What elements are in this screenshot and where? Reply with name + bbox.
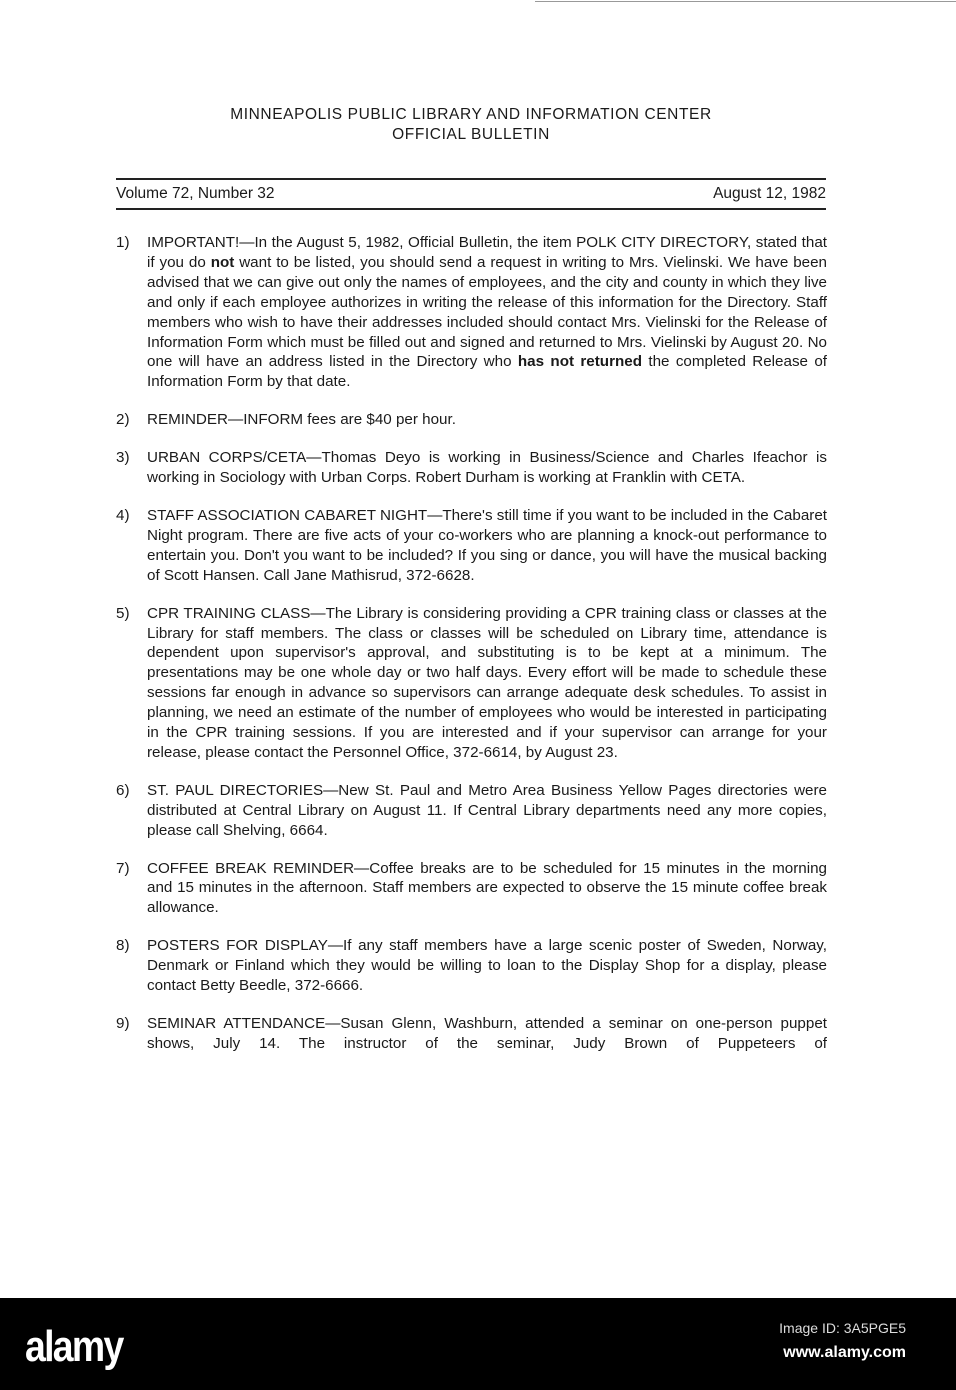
item-text: STAFF ASSOCIATION CABARET NIGHT—There's still time if you want to be included in the Cabaret Night program. There are five acts of your co-workers who are planning a knock-out performance to entertain you. Don't you want to be included? If you sing or dance, you will have the musical backing of Scott Hansen. Call Jane Mathisrud, 372-6628. [147,506,827,584]
bulletin-item [116,410,827,430]
bulletin-item [116,859,827,919]
issue-date: August 12, 1982 [713,185,826,202]
bulletin-item [116,1014,827,1054]
alamy-logo: alamy [25,1322,123,1371]
item-number: 5) [116,604,130,622]
item-text: CPR TRAINING CLASS—The Library is considering providing a CPR training class or classes at the Library for staff members. The class or classes will be scheduled on Library time, attendance is dependent upon supervisor's approval, and substituting is to be kept at a minimum. The presentations may be one whole day or two half days. Every effort will be made to schedule these sessions far enough in advance so supervisors can arrange adequate desk schedules. To assist in planning, we need an estimate of the number of employees who would be interested in participating in the CPR training sessions. If you are interested and if your supervisor can arrange for your release, please contact the Personnel Office, 372-6614, by August 23. [147,604,827,761]
bulletin-item [116,604,827,763]
item-number: 4) [116,506,130,524]
watermark-url: www.alamy.com [783,1344,906,1361]
watermark-bar [0,1298,956,1390]
volume-number: Volume 72, Number 32 [116,185,275,202]
text-segment: IMPORTANT!—In the August 5, 1982, Official Bulletin, the item POLK CITY DIRECTORY, stated that if you do [147,234,827,271]
bold-segment: has not returned [517,353,642,371]
scan-edge-line [535,1,956,2]
bulletin-items [116,233,827,1072]
bulletin-item [116,506,827,586]
item-text [147,233,827,392]
item-text: URBAN CORPS/CETA—Thomas Deyo is working in Business/Science and Charles Ifeachor is working in Sociology with Urban Corps. Robert Durham is working at Franklin with CETA. [147,449,827,487]
text-segment: the completed Release of Information Form by that date. [147,353,828,391]
item-number: 7) [116,859,130,877]
item-number: 8) [116,937,130,955]
item-number: 1) [116,234,130,251]
bold-segment: not [210,253,235,271]
item-text: POSTERS FOR DISPLAY—If any staff members have a large scenic poster of Sweden, Norway, Denmark or Finland which they would be willing to loan to the Display Shop for a display, please contact Betty Beedle, 372-6666. [147,937,827,995]
bulletin-item [116,448,827,488]
image-id: Image ID: 3A5PGE5 [779,1320,906,1336]
bulletin-item [116,781,827,841]
item-text: REMINDER—INFORM fees are $40 per hour. [147,411,456,429]
divider [116,178,826,180]
bulletin-title: OFFICIAL BULLETIN [392,126,550,143]
item-number: 2) [116,411,130,429]
item-number: 6) [116,781,130,799]
text-segment: want to be listed, you should send a request in writing to Mrs. Vielinski. We have been advised that we can give out only the names of employees, and the city and county in which they live and only if each employee authorizes in writing the release of this information for the Directory. Staff members who wish to have their addresses included should contact Mrs. Vielinski for the Release of Information Form which must be filled out and signed and returned to Mrs. Vielinski by August 20. No one will have an address listed in the Directory who [147,253,827,371]
item-number: 3) [116,449,130,467]
bulletin-item [116,233,827,392]
org-title: MINNEAPOLIS PUBLIC LIBRARY AND INFORMATION CENTER [230,106,712,123]
issue-line [116,185,826,203]
bulletin-item [116,936,827,996]
divider [116,208,826,210]
item-number: 9) [116,1015,130,1032]
item-text: COFFEE BREAK REMINDER—Coffee breaks are to be scheduled for 15 minutes in the morning and 15 minutes in the afternoon. Staff members are expected to observe the 15 minute coffee break allowance. [147,859,827,917]
item-text: ST. PAUL DIRECTORIES—New St. Paul and Metro Area Business Yellow Pages directories were distributed at Central Library on August 11. If Central Library departments need any more copies, please call Shelving, 6664. [147,781,827,839]
item-text: SEMINAR ATTENDANCE—Susan Glenn, Washburn, attended a seminar on one-person puppet shows, July 14. The instructor of the seminar, Judy Brown of Puppeteers of [147,1015,827,1052]
